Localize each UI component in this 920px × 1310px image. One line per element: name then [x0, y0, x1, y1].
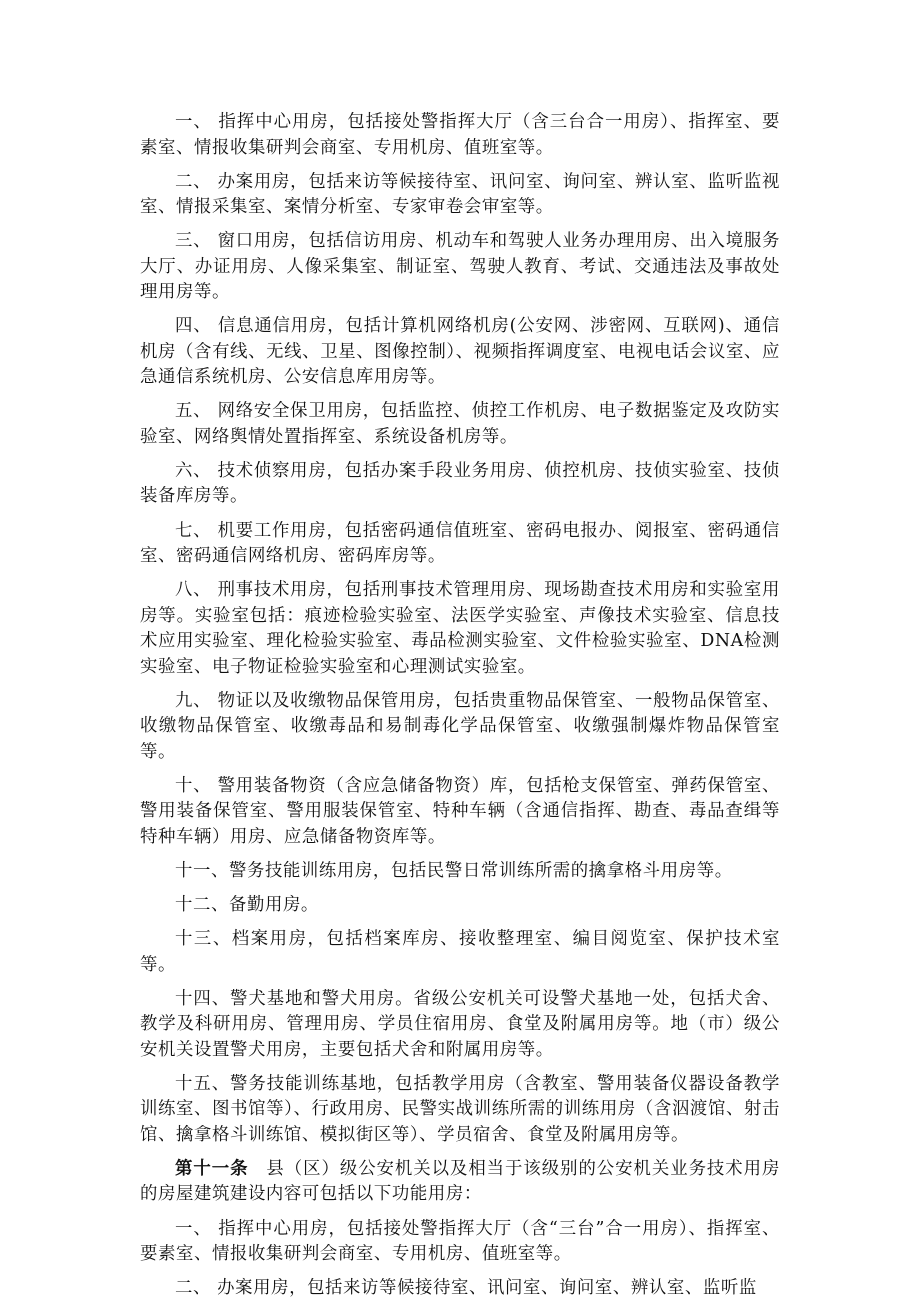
paragraph-2: 二、 办案用房，包括来访等候接待室、讯问室、询问室、辨认室、监听监视室、情报采集室、案情分析室、专家审卷会审室等。 [140, 171, 780, 218]
paragraph-3: 三、 窗口用房，包括信访用房、机动车和驾驶人业务办理用房、出入境服务大厅、办证用房、人像采集室、制证室、驾驶人教育、考试、交通违法及事故处理用房等。 [140, 231, 780, 303]
article-heading: 第十一条 [175, 1158, 249, 1179]
paragraph-5: 五、 网络安全保卫用房，包括监控、侦控工作机房、电子数据鉴定及攻防实验室、网络舆情处置指挥室、系统设备机房等。 [140, 401, 780, 447]
paragraph-6: 六、 技术侦察用房，包括办案手段业务用房、侦控机房、技侦实验室、技侦装备库房等。 [140, 460, 780, 507]
paragraph-11: 十一、警务技能训练用房，包括民警日常训练所需的擒拿格斗用房等。 [175, 860, 733, 881]
paragraph-after-2: 二、 办案用房，包括来访等候接待室、讯问室、询问室、辨认室、监听监 [175, 1278, 757, 1299]
paragraph-14: 十四、警犬基地和警犬用房。省级公安机关可设警犬基地一处，包括犬舍、教学及科研用房、管理用房、学员住宿用房、食堂及附属用房等。地（市）级公安机关设置警犬用房，主要包括犬舍和附属用房等。 [140, 988, 780, 1060]
paragraph-7: 七、 机要工作用房，包括密码通信值班室、密码电报办、阅报室、密码通信室、密码通信网络机房、密码库房等。 [140, 520, 780, 567]
paragraph-after-1: 一、 指挥中心用房，包括接处警指挥大厅（含“三台”合一用房）、指挥室、要素室、情报收集研判会商室、专用机房、值班室等。 [140, 1218, 780, 1264]
paragraph-15: 十五、警务技能训练基地，包括教学用房（含教室、警用装备仪器设备教学训练室、图书馆等）、行政用房、民警实战训练所需的训练用房（含泅渡馆、射击馆、擒拿格斗训练馆、模拟街区等）、学员宿舍、食堂及附属用房等。 [140, 1073, 780, 1145]
article-paragraph [140, 1157, 780, 1208]
paragraph-9: 九、 物证以及收缴物品保管用房，包括贵重物品保管室、一般物品保管室、收缴物品保管室、收缴毒品和易制毒化学品保管室、收缴强制爆炸物品保管室等。 [140, 690, 780, 762]
paragraph-4: 四、 信息通信用房，包括计算机网络机房(公安网、涉密网、互联网)、通信机房（含有线、无线、卫星、图像控制）、视频指挥调度室、电视电话会议室、应急通信系统机房、公安信息库用房等。 [140, 316, 780, 388]
paragraph-8: 八、 刑事技术用房，包括刑事技术管理用房、现场勘查技术用房和实验室用房等。实验室包括：痕迹检验实验室、法医学实验室、声像技术实验室、信息技术应用实验室、理化检验实验室、毒品检测实验室、文件检验实验室、DNA检测实验室、电子物证检验实验室和心理测试实验室。 [140, 580, 780, 677]
paragraph-10: 十、 警用装备物资（含应急储备物资）库，包括枪支保管室、弹药保管室、警用装备保管室、警用服装保管室、特种车辆（含通信指挥、勘查、毒品查缉等特种车辆）用房、应急储备物资库等。 [140, 775, 780, 847]
article-text: 县（区）级公安机关以及相当于该级别的公安机关业务技术用房的房屋建筑建设内容可包括以下功能用房： [140, 1158, 780, 1205]
document-page [140, 110, 780, 1310]
paragraph-1: 一、 指挥中心用房，包括接处警指挥大厅（含三台合一用房）、指挥室、要素室、情报收集研判会商室、专用机房、值班室等。 [140, 112, 780, 158]
paragraph-12: 十二、备勤用房。 [175, 895, 319, 916]
paragraph-13: 十三、档案用房，包括档案库房、接收整理室、编目阅览室、保护技术室等。 [140, 929, 780, 975]
